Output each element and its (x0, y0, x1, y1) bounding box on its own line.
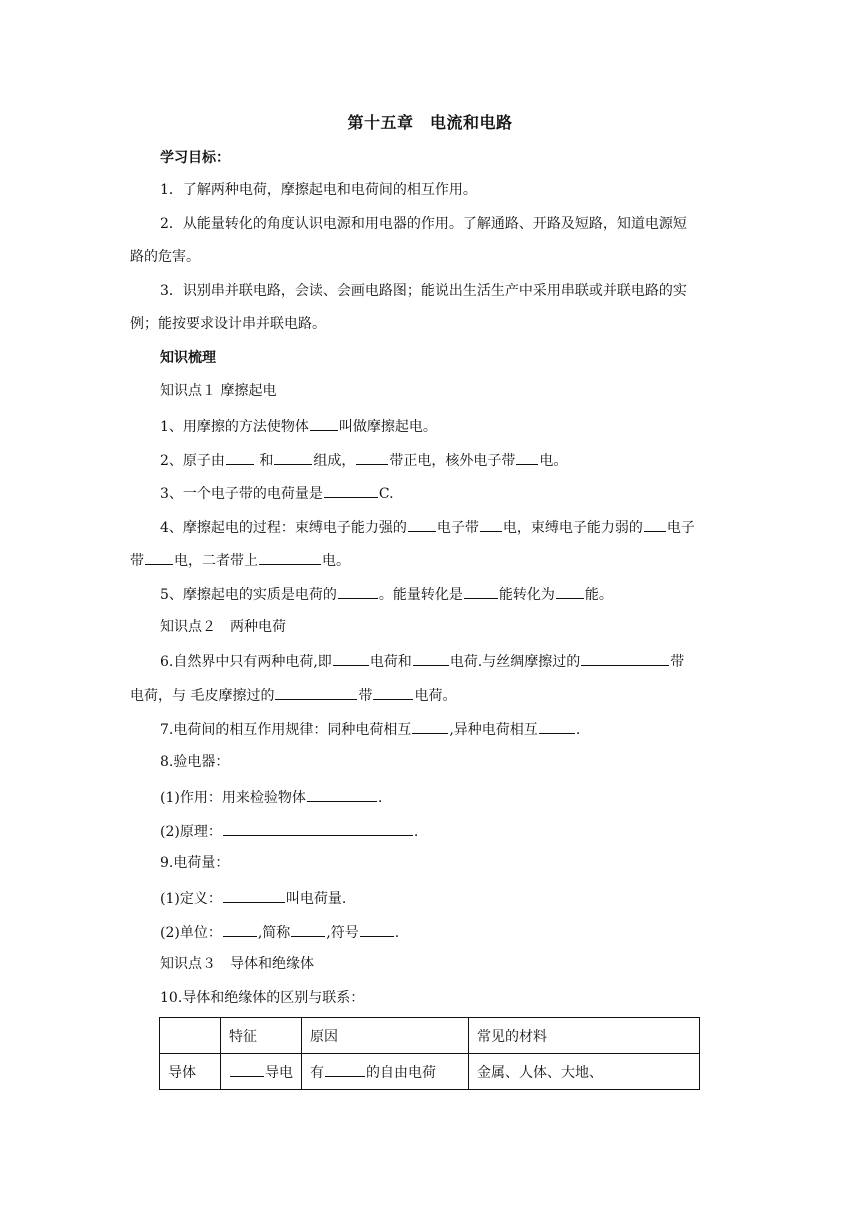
table-cell: 有 的自由电荷 (302, 1054, 469, 1090)
fill-blank[interactable] (310, 415, 338, 431)
fill-blank[interactable] (413, 650, 449, 666)
objective-1: 1．了解两种电荷，摩擦起电和电荷间的相互作用。 (160, 182, 477, 198)
fill-blank[interactable] (412, 718, 448, 734)
fill-blank[interactable] (223, 820, 413, 836)
question-9-unit: (2)单位： ,简称 ,符号 . (160, 921, 399, 943)
question-3: 3、一个电子带的电荷量是 C. (160, 482, 394, 504)
question-10: 10.导体和绝缘体的区别与联系： (160, 990, 365, 1006)
objectives-heading: 学习目标： (160, 150, 230, 166)
fill-blank[interactable] (539, 718, 575, 734)
fill-blank[interactable] (581, 650, 669, 666)
objective-3-line1: 3．识别串并联电路，会读、会画电路图；能说出生活生产中采用串联或并联电路的实 (160, 283, 687, 299)
fill-blank[interactable] (356, 449, 388, 465)
fill-blank[interactable] (325, 1061, 365, 1077)
table-cell: 导体 (160, 1054, 221, 1090)
question-8-principle: (2)原理： . (160, 820, 418, 842)
knowledge-point-2: 知识点２ 两种电荷 (160, 619, 286, 635)
fill-blank[interactable] (644, 516, 666, 532)
question-1: 1、用摩擦的方法使物体 叫做摩擦起电。 (160, 415, 437, 437)
knowledge-point-3: 知识点３ 导体和绝缘体 (160, 956, 314, 972)
review-heading: 知识梳理 (160, 350, 216, 366)
question-6-line2: 电荷，与 毛皮摩擦过的 带 电荷。 (130, 684, 456, 706)
conductor-insulator-table (159, 1017, 700, 1090)
question-7: 7.电荷间的相互作用规律：同种电荷相互 ,异种电荷相互 . (160, 718, 580, 740)
objective-3-line2: 例；能按要求设计串并联电路。 (130, 316, 326, 332)
fill-blank[interactable] (516, 449, 538, 465)
fill-blank[interactable] (275, 684, 357, 700)
fill-blank[interactable] (324, 482, 378, 498)
knowledge-point-1: 知识点１ 摩擦起电 (160, 383, 277, 399)
question-6-line1: 6.自然界中只有两种电荷,即 电荷和 电荷.与丝绸摩擦过的 带 (160, 650, 684, 672)
question-9-definition: (1)定义： 叫电荷量. (160, 887, 346, 909)
fill-blank[interactable] (307, 786, 377, 802)
fill-blank[interactable] (338, 583, 378, 599)
fill-blank[interactable] (223, 921, 257, 937)
fill-blank[interactable] (291, 921, 325, 937)
fill-blank[interactable] (230, 1061, 264, 1077)
fill-blank[interactable] (226, 449, 254, 465)
table-cell: 导电 (221, 1054, 302, 1090)
fill-blank[interactable] (145, 549, 173, 565)
question-9-heading: 9.电荷量： (160, 855, 230, 871)
fill-blank[interactable] (556, 583, 584, 599)
table-row (160, 1054, 700, 1090)
question-2: 2、原子由 和 组成， 带正电，核外电子带 电。 (160, 449, 567, 471)
table-header-cell (160, 1018, 221, 1054)
fill-blank[interactable] (259, 549, 321, 565)
table-header-cell: 特征 (221, 1018, 302, 1054)
fill-blank[interactable] (408, 516, 436, 532)
objective-2-line2: 路的危害。 (130, 249, 200, 265)
table-header-cell: 常见的材料 (469, 1018, 700, 1054)
page-title: 第十五章 电流和电路 (347, 113, 513, 132)
question-4-line1: 4、摩擦起电的过程：束缚电子能力强的 电子带 电，束缚电子能力弱的 电子 (160, 516, 695, 538)
question-5: 5、摩擦起电的实质是电荷的 。能量转化是 能转化为 能。 (160, 583, 613, 605)
objective-2-line1: 2．从能量转化的角度认识电源和用电器的作用。了解通路、开路及短路，知道电源短 (160, 216, 687, 232)
table-header-row (160, 1018, 700, 1054)
fill-blank[interactable] (223, 887, 285, 903)
question-4-line2: 带 电，二者带上 电。 (130, 549, 350, 571)
fill-blank[interactable] (333, 650, 369, 666)
question-8-heading: 8.验电器： (160, 754, 230, 770)
fill-blank[interactable] (360, 921, 394, 937)
fill-blank[interactable] (480, 516, 502, 532)
table-header-cell: 原因 (302, 1018, 469, 1054)
fill-blank[interactable] (464, 583, 498, 599)
fill-blank[interactable] (373, 684, 413, 700)
table-cell: 金属、人体、大地、 (469, 1054, 700, 1090)
question-8-function: (1)作用：用来检验物体 . (160, 786, 382, 808)
fill-blank[interactable] (274, 449, 312, 465)
